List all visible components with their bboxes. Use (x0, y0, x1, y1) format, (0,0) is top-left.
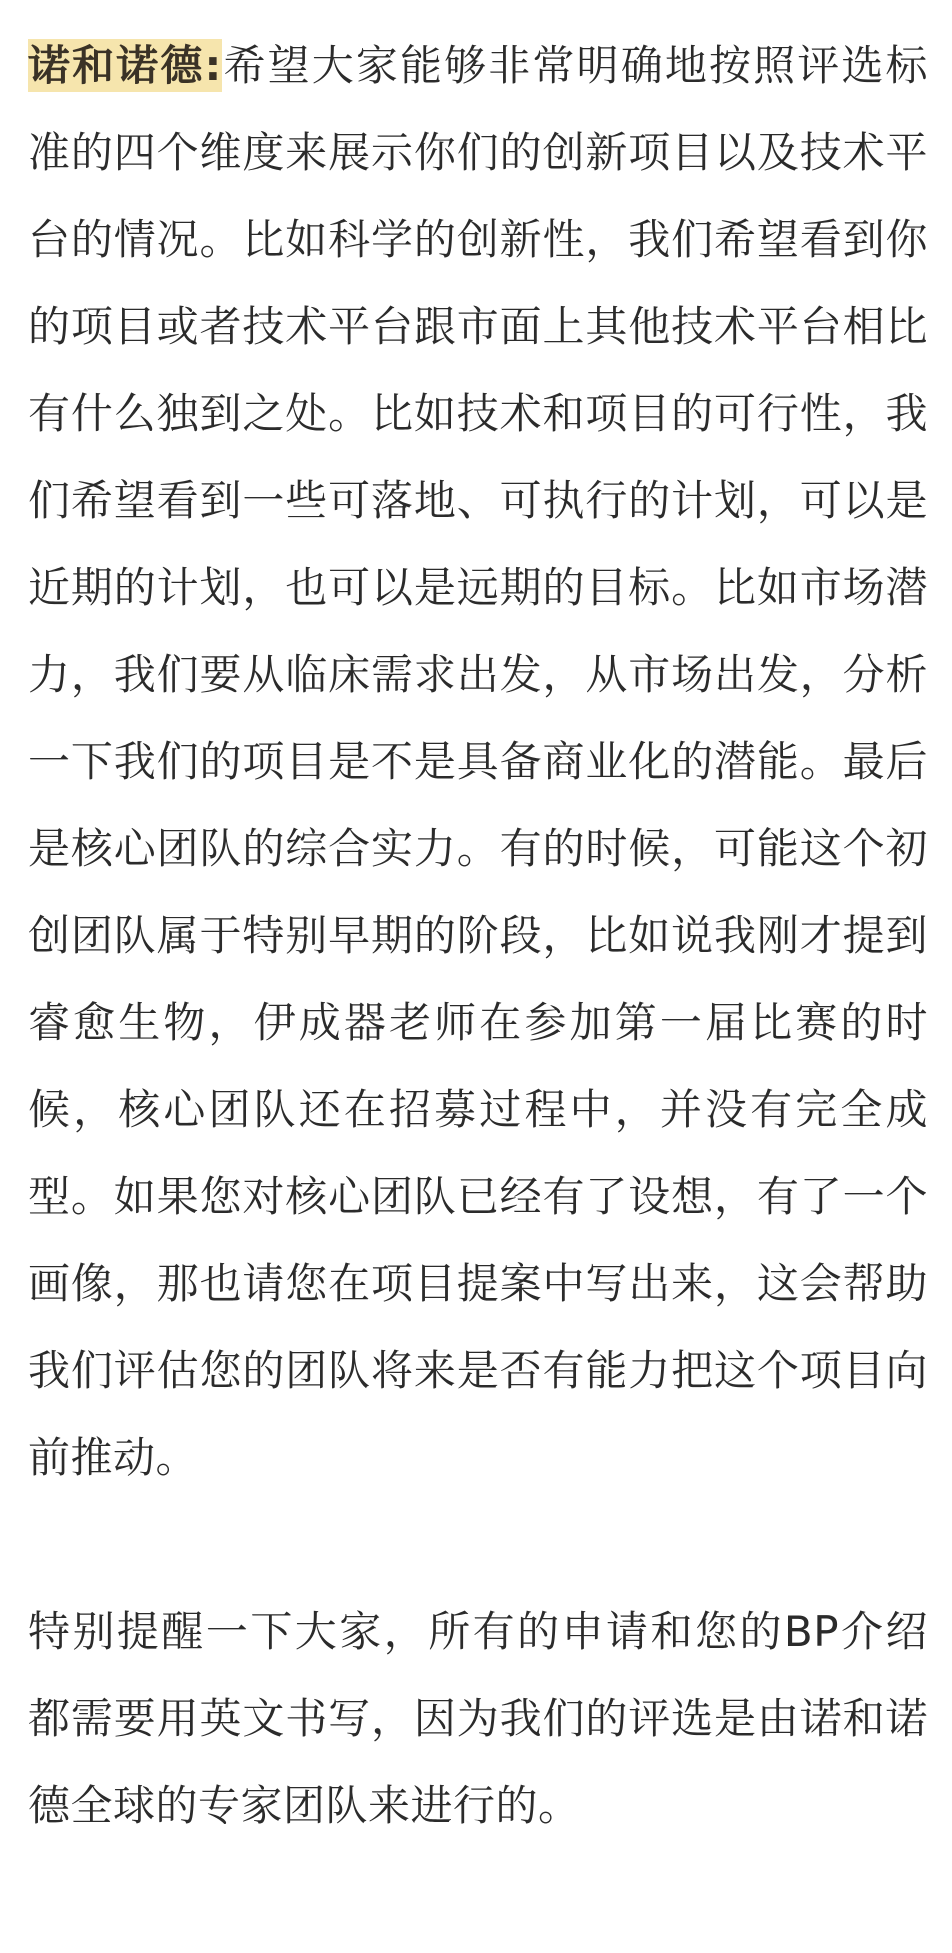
paragraph-2 (28, 1588, 928, 1849)
speaker-label: 诺和诺德: (28, 41, 222, 90)
paragraph-1-text: 希望大家能够非常明确地按照评选标准的四个维度来展示你们的创新项目以及技术平台的情况。比如科学的创新性，我们希望看到你的项目或者技术平台跟市面上其他技术平台相比有什么独到之处。比如技术和项目的可行性，我们希望看到一些可落地、可执行的计划，可以是近期的计划，也可以是远期的目标。比如市场潜力，我们要从临床需求出发，从市场出发，分析一下我们的项目是不是具备商业化的潜能。最后是核心团队的综合实力。有的时候，可能这个初创团队属于特别早期的阶段，比如说我刚才提到睿愈生物，伊成器老师在参加第一届比赛的时候，核心团队还在招募过程中，并没有完全成型。如果您对核心团队已经有了设想，有了一个画像，那也请您在项目提案中写出来，这会帮助我们评估您的团队将来是否有能力把这个项目向前推动。 (28, 41, 928, 1482)
paragraph-2-text: 特别提醒一下大家，所有的申请和您的BP介绍都需要用英文书写，因为我们的评选是由诺和诺德全球的专家团队来进行的。 (28, 1607, 928, 1830)
paragraph-1 (28, 22, 928, 1501)
article-body (28, 22, 928, 1849)
